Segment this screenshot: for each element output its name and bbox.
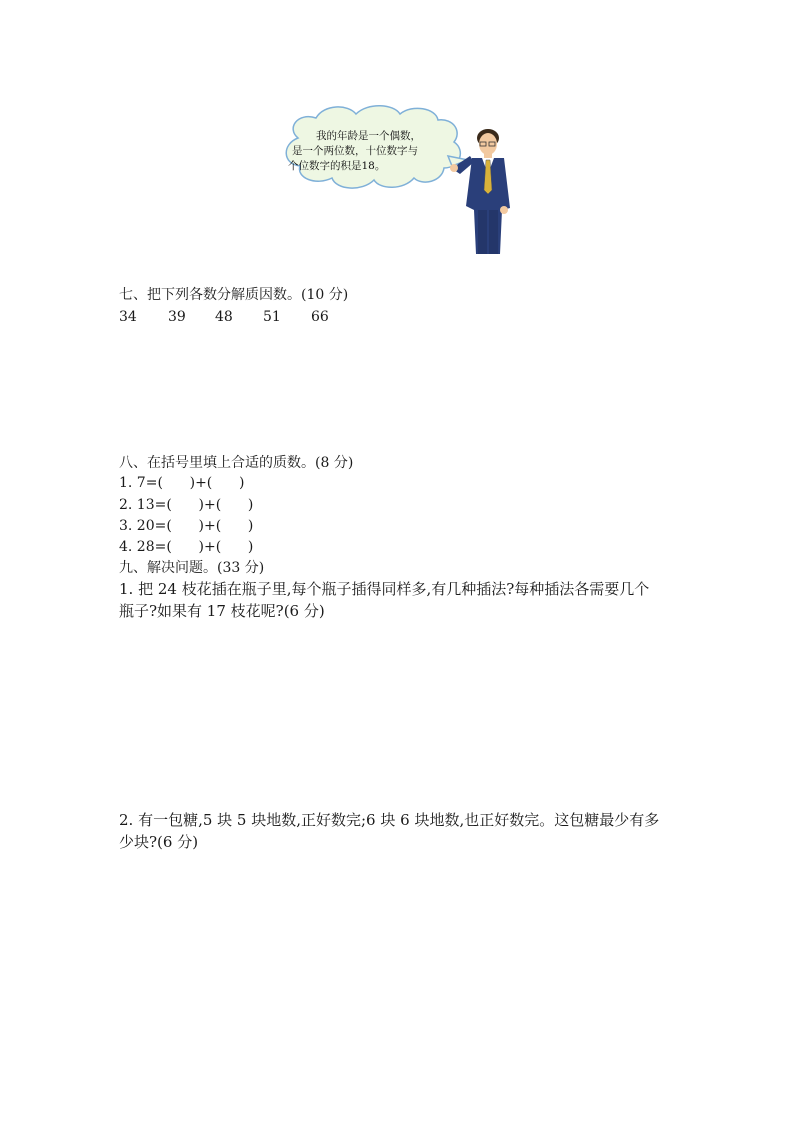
illustration-drawing: [276, 98, 516, 258]
fill-item: 3. 20=( )+( ): [119, 518, 254, 534]
speech-line-1: 我的年龄是一个偶数，: [316, 130, 421, 142]
question1-line2: 瓶子?如果有 17 枝花呢?(6 分): [119, 602, 325, 620]
fill-item: 4. 28=( )+( ): [119, 539, 254, 555]
section8-title: 八、在括号里填上合适的质数。(8 分): [119, 455, 354, 471]
fill-item: 2. 13=( )+( ): [119, 497, 254, 513]
question2-line1: 2. 有一包糖,5 块 5 块地数,正好数完;6 块 6 块地数,也正好数完。这包糖最少有多: [119, 811, 660, 829]
speech-line-3: 个位数字的积是18。: [288, 160, 386, 172]
teacher-illustration: [276, 98, 516, 258]
factor-number: 39: [168, 309, 186, 325]
section7-title: 七、把下列各数分解质因数。(10 分): [119, 287, 349, 303]
factor-number: 48: [215, 309, 233, 325]
factor-number: 51: [263, 309, 281, 325]
factor-number: 66: [311, 309, 329, 325]
speech-line-2: 是一个两位数，十位数字与: [292, 145, 418, 157]
factor-number: 34: [119, 309, 137, 325]
question1-line1: 1. 把 24 枝花插在瓶子里,每个瓶子插得同样多,有几种插法?每种插法各需要几个: [119, 580, 650, 598]
section9-title: 九、解决问题。(33 分): [119, 560, 265, 576]
question2-line2: 少块?(6 分): [119, 833, 199, 851]
fill-item: 1. 7=( )+( ): [119, 475, 245, 491]
